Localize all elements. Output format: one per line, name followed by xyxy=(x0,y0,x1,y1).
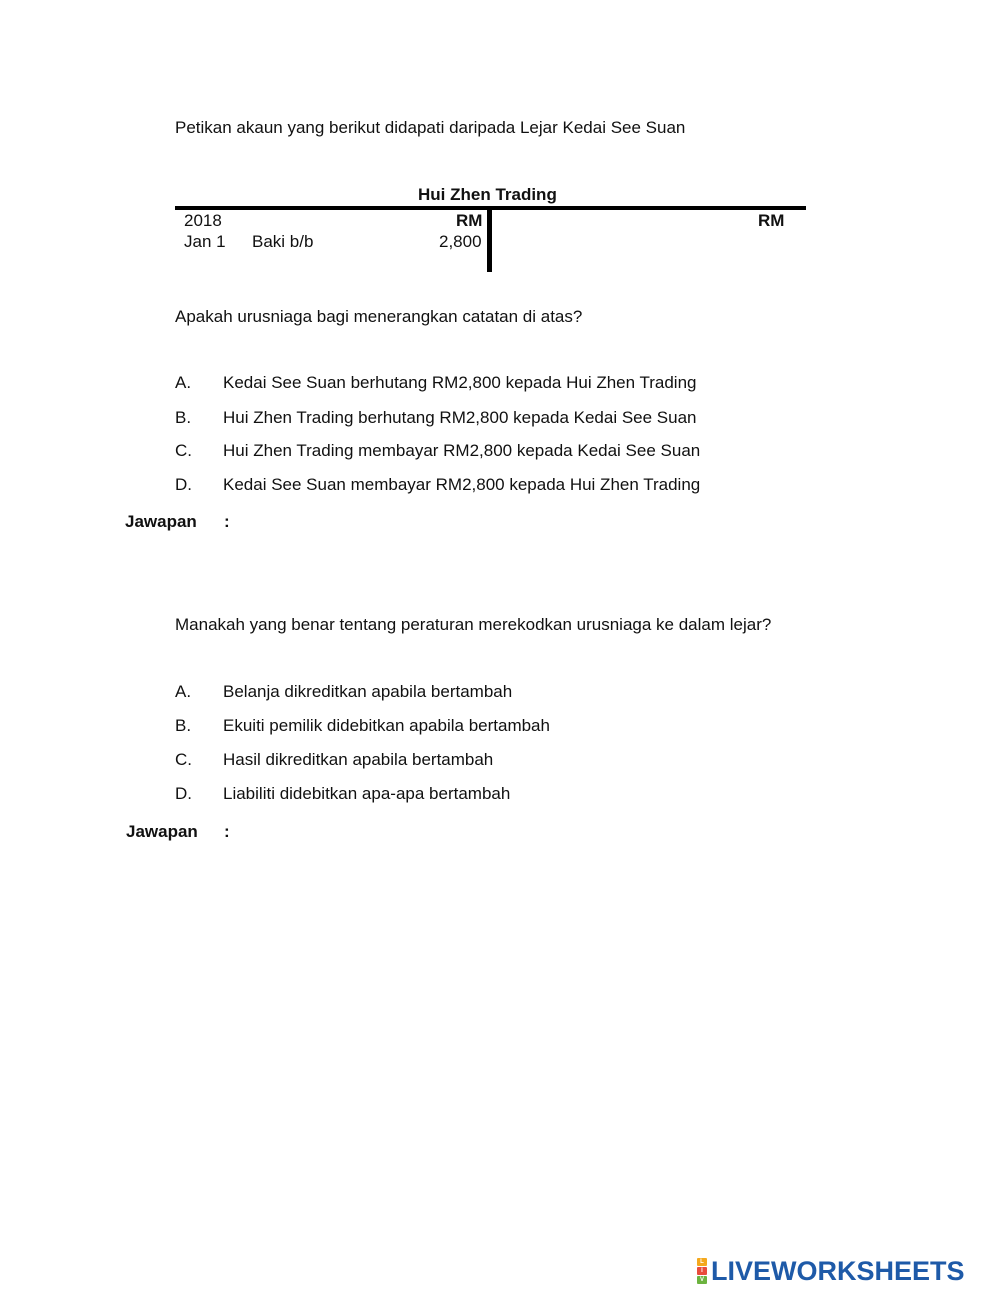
ledger-debit-currency: RM xyxy=(456,211,483,230)
ledger-center-rule xyxy=(487,206,492,272)
q1-option-letter: A. xyxy=(175,373,192,392)
ledger-year: 2018 xyxy=(184,211,222,230)
intro-text: Petikan akaun yang berikut didapati daripada Lejar Kedai See Suan xyxy=(175,118,686,137)
q1-question: Apakah urusniaga bagi menerangkan catatan di atas? xyxy=(175,307,583,326)
q2-option-text: Hasil dikreditkan apabila bertambah xyxy=(223,750,494,769)
logo-block: L xyxy=(697,1258,707,1266)
q2-option-text: Liabiliti didebitkan apa-apa bertambah xyxy=(223,784,511,803)
logo-block: V xyxy=(697,1276,707,1284)
ledger-particulars: Baki b/b xyxy=(252,232,314,251)
logo-block: I xyxy=(697,1267,707,1275)
q1-answer-label: Jawapan xyxy=(125,512,197,531)
q2-option-letter: B. xyxy=(175,716,192,735)
q2-answer-field[interactable] xyxy=(240,818,540,844)
q1-option-letter: D. xyxy=(175,475,192,494)
q1-option-text: Hui Zhen Trading berhutang RM2,800 kepada Kedai See Suan xyxy=(223,408,697,427)
q2-option-letter: A. xyxy=(175,682,192,701)
q2-answer-label: Jawapan xyxy=(126,822,198,841)
ledger-amount: 2,800 xyxy=(439,232,482,251)
q1-option-text: Kedai See Suan membayar RM2,800 kepada Hui Zhen Trading xyxy=(223,475,701,494)
q1-option-text: Hui Zhen Trading membayar RM2,800 kepada Kedai See Suan xyxy=(223,441,701,460)
q2-option-text: Ekuiti pemilik didebitkan apabila bertambah xyxy=(223,716,550,735)
q1-answer-field[interactable] xyxy=(240,508,540,534)
q2-option-text: Belanja dikreditkan apabila bertambah xyxy=(223,682,513,701)
q2-option-letter: C. xyxy=(175,750,192,769)
ledger-title: Hui Zhen Trading xyxy=(418,185,557,204)
q1-answer-colon: : xyxy=(224,512,230,531)
ledger-date: Jan 1 xyxy=(184,232,226,251)
q2-answer-colon: : xyxy=(224,822,230,841)
q2-option-letter: D. xyxy=(175,784,192,803)
ledger-credit-currency: RM xyxy=(758,211,785,230)
q2-question: Manakah yang benar tentang peraturan merekodkan urusniaga ke dalam lejar? xyxy=(175,615,772,634)
logo-blocks-icon xyxy=(697,1258,707,1284)
liveworksheets-logo xyxy=(697,1256,965,1286)
q1-option-letter: C. xyxy=(175,441,192,460)
q1-option-text: Kedai See Suan berhutang RM2,800 kepada Hui Zhen Trading xyxy=(223,373,697,392)
logo-text: LIVEWORKSHEETS xyxy=(711,1255,965,1286)
q1-option-letter: B. xyxy=(175,408,192,427)
